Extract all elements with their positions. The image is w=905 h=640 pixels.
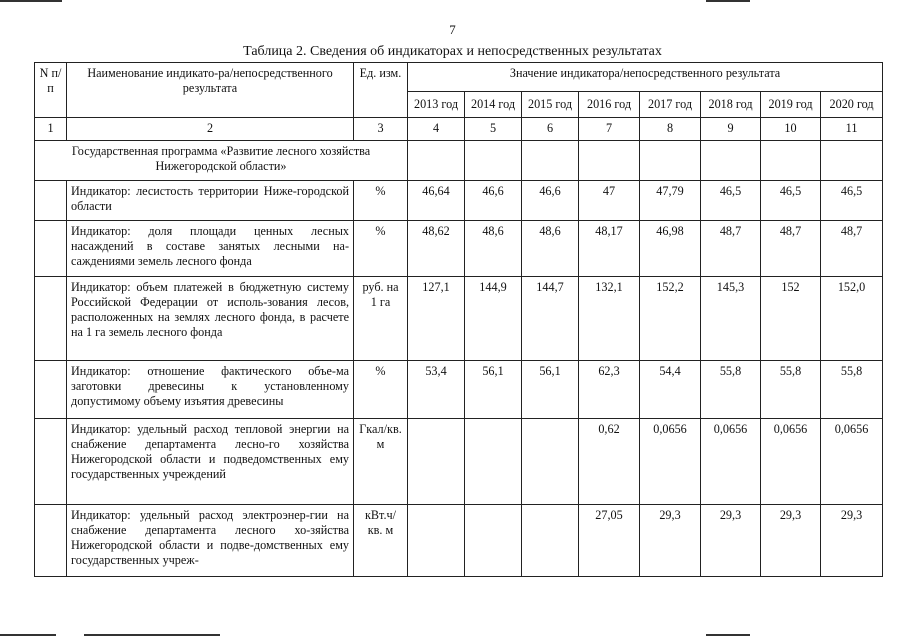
col-index: 6 [522,118,579,141]
value-2018: 48,7 [701,221,761,277]
value-2013 [408,505,465,577]
value-2016: 62,3 [579,361,640,419]
header-values: Значение индикатора/непосредственного результата [408,63,883,92]
scan-mark-top-right [706,0,750,2]
value-2019: 152 [761,277,821,361]
program-row [35,141,883,181]
year-2013: 2013 год [408,92,465,118]
indicator-unit: % [354,221,408,277]
value-2015: 56,1 [522,361,579,419]
value-2017: 0,0656 [640,419,701,505]
col-index: 11 [821,118,883,141]
value-2013: 48,62 [408,221,465,277]
col-index: 8 [640,118,701,141]
value-2020: 46,5 [821,181,883,221]
scan-mark-bottom-left [0,634,56,636]
row-number [35,361,67,419]
value-2013: 127,1 [408,277,465,361]
scan-mark-bottom-right [706,634,750,636]
value-2016: 132,1 [579,277,640,361]
value-2014: 46,6 [465,181,522,221]
indicator-name: Индикатор: доля площади ценных лесных насаждений в составе занятых лесными на-саждениями земель лесного фонда [67,221,354,277]
program-title: Государственная программа «Развитие лесного хозяйства Нижегородской области» [35,141,408,181]
value-2018: 29,3 [701,505,761,577]
header-name: Наименование индикато-ра/непосредственного результата [67,63,354,118]
col-index: 2 [67,118,354,141]
value-2016: 0,62 [579,419,640,505]
value-2018: 0,0656 [701,419,761,505]
value-2017: 47,79 [640,181,701,221]
indicator-unit: % [354,181,408,221]
value-2015: 144,7 [522,277,579,361]
page-number: 7 [449,22,456,37]
value-2017: 46,98 [640,221,701,277]
value-2016: 48,17 [579,221,640,277]
row-number [35,419,67,505]
value-2020: 152,0 [821,277,883,361]
table-row [35,505,883,577]
table-caption: Таблица 2. Сведения об индикаторах и непосредственных результатах [243,44,662,59]
indicator-unit: % [354,361,408,419]
indicator-unit: руб. на 1 га [354,277,408,361]
value-2014 [465,419,522,505]
value-2015 [522,505,579,577]
value-2016: 47 [579,181,640,221]
value-2016: 27,05 [579,505,640,577]
year-2018: 2018 год [701,92,761,118]
indicator-name: Индикатор: лесистость территории Ниже-городской области [67,181,354,221]
value-2013 [408,419,465,505]
year-2015: 2015 год [522,92,579,118]
col-index: 3 [354,118,408,141]
value-2019: 46,5 [761,181,821,221]
value-2014: 144,9 [465,277,522,361]
indicator-name: Индикатор: отношение фактического объе-ма заготовки древесины к установленному допустимому объему изъятия древесины [67,361,354,419]
value-2020: 0,0656 [821,419,883,505]
empty-cell [701,141,761,181]
value-2013: 46,64 [408,181,465,221]
value-2018: 145,3 [701,277,761,361]
value-2020: 29,3 [821,505,883,577]
value-2019: 0,0656 [761,419,821,505]
value-2015: 46,6 [522,181,579,221]
scan-mark-bottom-left-2 [84,634,220,636]
column-numbering-row [35,118,883,141]
value-2017: 152,2 [640,277,701,361]
year-2016: 2016 год [579,92,640,118]
table-row [35,419,883,505]
row-number [35,181,67,221]
indicator-name: Индикатор: объем платежей в бюджетную систему Российской Федерации от исполь-зования лесов, расположенных на землях лесного фонда, в расчете на 1 га земель лесного фонда [67,277,354,361]
value-2017: 29,3 [640,505,701,577]
value-2017: 54,4 [640,361,701,419]
empty-cell [821,141,883,181]
table-row [35,361,883,419]
value-2019: 48,7 [761,221,821,277]
year-2017: 2017 год [640,92,701,118]
col-index: 7 [579,118,640,141]
indicator-name: Индикатор: удельный расход тепловой энергии на снабжение департамента лесно-го хозяйства Нижегородской области и подведомственных ему государственных учреждений [67,419,354,505]
empty-cell [579,141,640,181]
table-row [35,181,883,221]
header-unit: Ед. изм. [354,63,408,118]
table-row [35,221,883,277]
col-index: 5 [465,118,522,141]
value-2018: 55,8 [701,361,761,419]
table-row [35,277,883,361]
value-2020: 48,7 [821,221,883,277]
row-number [35,505,67,577]
empty-cell [761,141,821,181]
col-index: 10 [761,118,821,141]
value-2019: 55,8 [761,361,821,419]
indicator-name: Индикатор: удельный расход электроэнер-гии на снабжение департамента лесного хо-зяйства Нижегородской области и подве-домственных ему государственных учреж- [67,505,354,577]
value-2018: 46,5 [701,181,761,221]
empty-cell [522,141,579,181]
value-2014 [465,505,522,577]
year-2014: 2014 год [465,92,522,118]
empty-cell [408,141,465,181]
header-row [35,63,883,92]
year-2019: 2019 год [761,92,821,118]
value-2015 [522,419,579,505]
empty-cell [640,141,701,181]
value-2014: 56,1 [465,361,522,419]
indicators-table [34,62,883,577]
col-index: 4 [408,118,465,141]
value-2015: 48,6 [522,221,579,277]
col-index: 9 [701,118,761,141]
empty-cell [465,141,522,181]
value-2013: 53,4 [408,361,465,419]
header-number: N п/п [35,63,67,118]
value-2020: 55,8 [821,361,883,419]
indicator-unit: Гкал/кв. м [354,419,408,505]
value-2014: 48,6 [465,221,522,277]
value-2019: 29,3 [761,505,821,577]
row-number [35,221,67,277]
scan-mark-top-left [0,0,62,2]
col-index: 1 [35,118,67,141]
indicator-unit: кВт.ч/кв. м [354,505,408,577]
year-2020: 2020 год [821,92,883,118]
row-number [35,277,67,361]
